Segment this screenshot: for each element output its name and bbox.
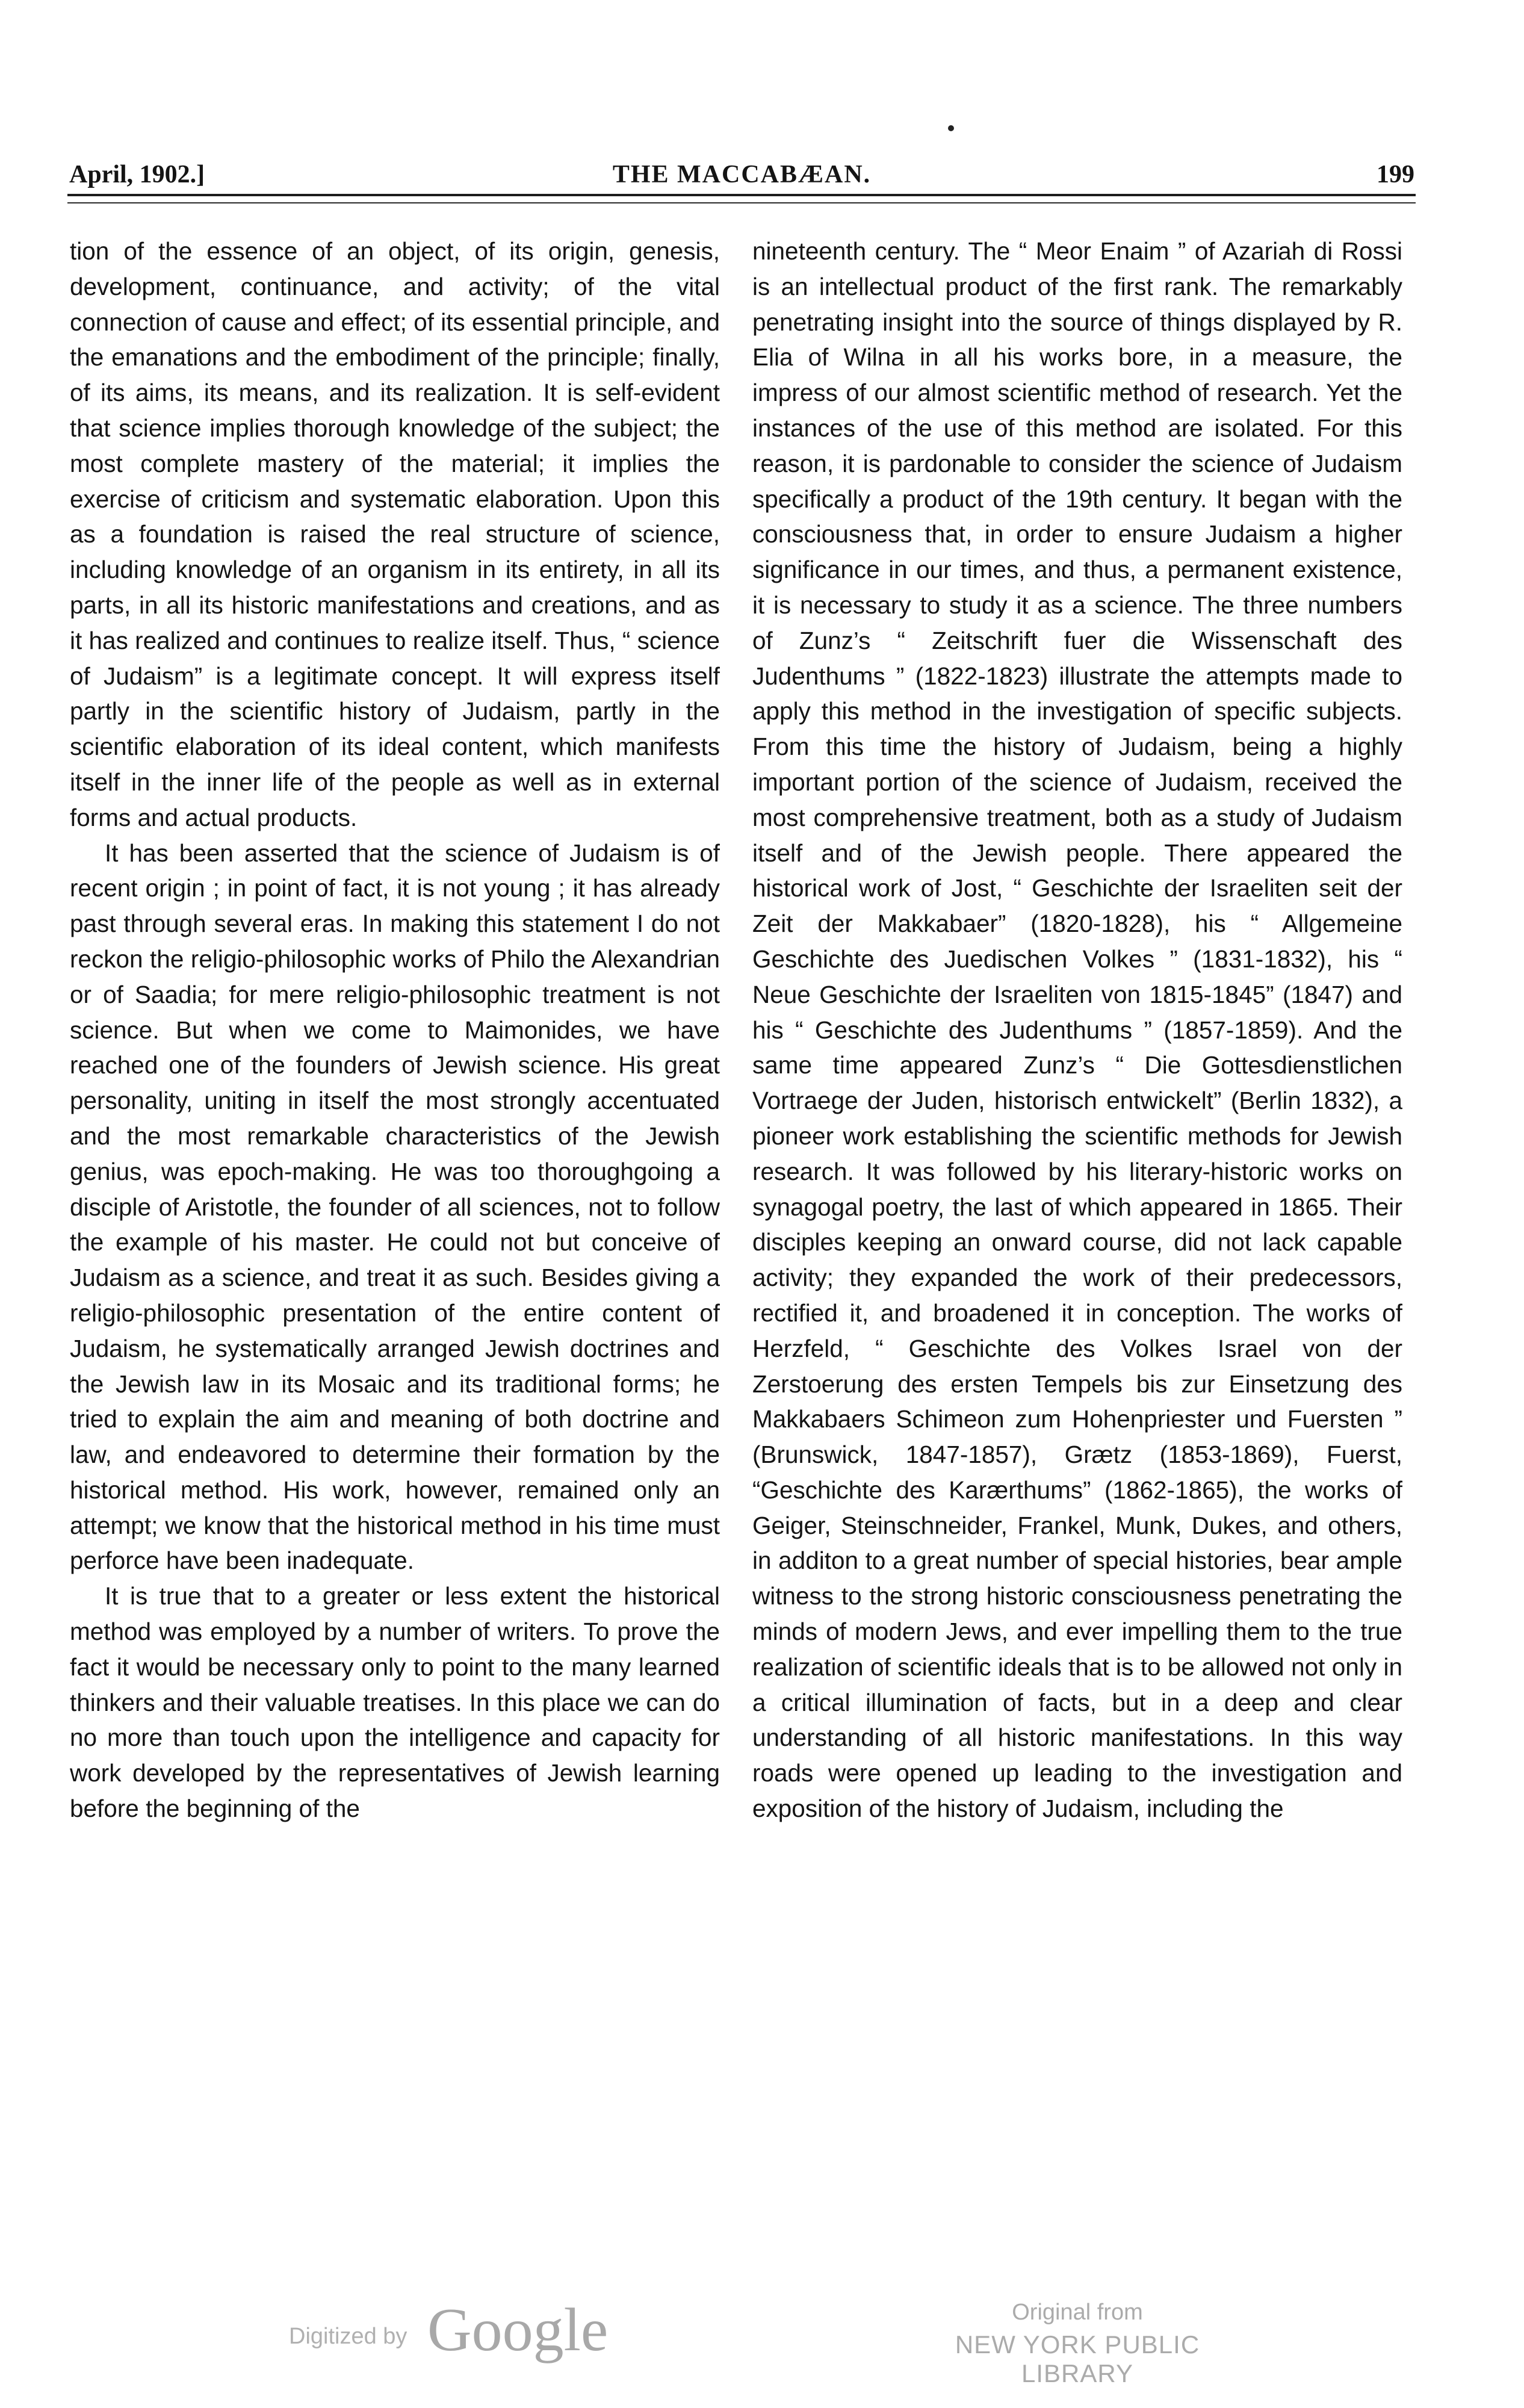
google-logo: Google bbox=[427, 2296, 609, 2364]
header-rule bbox=[67, 194, 1416, 196]
page-number: 199 bbox=[1377, 161, 1414, 188]
digitized-by-label: Digitized by bbox=[289, 2324, 407, 2349]
running-header bbox=[69, 160, 1414, 196]
left-column bbox=[70, 234, 720, 2220]
ink-dot bbox=[948, 125, 954, 131]
paragraph: It is true that to a greater or less extent the historical method was employed by a number of writers. To prove the fact it would be necessary only to point to the many learned thinkers and their valuable treatises. In this place we can do no more than touch upon the intelligence and capacity for work developed by the representatives of Jewish learning before the beginning of the bbox=[70, 1582, 720, 1823]
paragraph: tion of the essence of an object, of its origin, genesis, development, continuance, and activity; of the vital connection of cause and effect; of its essential principle, and the emanations and the embodiment of the principle; finally, of its aims, its means, and its realization. It is self-evident that science implies thorough knowledge of the subject; the most complete mastery of the material; it implies the exercise of criticism and systematic elaboration. Upon this as a foundation is raised the real structure of science, including knowledge of an organism in its entirety, in all its parts, in all its historic manifestations and creations, and as it has realized and continues to realize itself. Thus, “ science of Judaism” is a legitimate concept. It will express itself partly in the scientific history of Judaism, partly in the scientific elaboration of its ideal content, which manifests itself in the inner life of the people as well as in external forms and actual products. bbox=[70, 237, 720, 831]
library-name: NEW YORK PUBLIC LIBRARY bbox=[955, 2330, 1200, 2388]
right-column bbox=[752, 234, 1402, 2220]
library-credit bbox=[897, 2300, 1258, 2388]
paragraph: nineteenth century. The “ Meor Enaim ” of Azariah di Rossi is an intellectual product of the first rank. The remarkably penetrating insight into the source of things displayed by R. Elia of Wilna in all his works bore, in a measure, the impress of our almost scientific method of research. Yet the instances of the use of this method are isolated. For this reason, it is pardonable to consider the science of Judaism specifically a product of the 19th century. It began with the consciousness that, in order to ensure Judaism a higher significance in our times, and thus, a permanent existence, it is necessary to study it as a science. The three numbers of Zunz’s “ Zeitschrift fuer die Wissenschaft des Judenthums ” (1822-1823) illustrate the attempts made to apply this method in the investigation of specific subjects. From this time the history of Judaism, being a highly important portion of the science of Judaism, received the most comprehensive treatment, both as a study of Judaism itself and of the Jewish people. There appeared the historical work of Jost, “ Geschichte der Israeliten seit der Zeit der Makkabaer” (1820-1828), his “ Allgemeine Geschichte des Juedischen Volkes ” (1831-1832), his “ Neue Geschichte der Israeliten von 1815-1845” (1847) and his “ Geschichte des Judenthums ” (1857-1859). And the same time appeared Zunz’s “ Die Gottesdienstlichen Vortraege der Juden, historisch entwickelt” (Berlin 1832), a pioneer work establishing the scientific methods for Jewish research. It was followed by his literary-historic works on synagogal poetry, the last of which appeared in 1865. Their disciples keeping an onward course, did not lack capable activity; they expanded the work of their predecessors, rectified it, and broadened it in conception. The works of Herzfeld, “ Geschichte des Volkes Israel von der Zerstoerung des ersten Tempels bis zur Einsetzung des Makkabaers Schimeon zum Hohenpriester und Fuersten ” (Brunswick, 1847-1857), Grætz (1853-1869), Fuerst, “Geschichte des Karærthums” (1862-1865), the works of Geiger, Steinschneider, Frankel, Munk, Dukes, and others, in additon to a great number of special histories, bear ample witness to the strong historic consciousness penetrating the minds of modern Jews, and ever impelling them to the true realization of scientific ideals that is to be allowed not only in a critical illumination of facts, but in a deep and clear understanding of all historic manifestations. In this way roads were opened up leading to the investigation and exposition of the history of Judaism, including the bbox=[752, 237, 1402, 1823]
paragraph: It has been asserted that the science of Judaism is of recent origin ; in point of fact, it is not young ; it has already past through several eras. In making this statement I do not reckon the religio-philosophic works of Philo the Alexandrian or of Saadia; for mere religio-philosophic treatment is not science. But when we come to Maimonides, we have reached one of the founders of Jewish science. His great personality, uniting in itself the most strongly accentuated and the most remarkable characteristics of the Jewish genius, was epoch-making. He was too thoroughgoing a disciple of Aristotle, the founder of all sciences, not to follow the example of his master. He could not but conceive of Judaism as a science, and treat it as such. Besides giving a religio-philosophic presentation of the entire content of Judaism, he systematically arranged Jewish doctrines and the Jewish law in its Mosaic and its traditional forms; he tried to explain the aim and meaning of both doctrine and law, and endeavored to determine their formation by the historical method. His work, however, remained only an attempt; we know that the historical method in his time must perforce have been inadequate. bbox=[70, 839, 720, 1575]
original-from-label: Original from bbox=[1012, 2300, 1143, 2325]
header-rule-thin bbox=[67, 202, 1416, 203]
issue-date: April, 1902.] bbox=[69, 161, 205, 188]
google-watermark bbox=[289, 2295, 650, 2364]
journal-title: THE MACCABÆAN. bbox=[612, 161, 872, 188]
